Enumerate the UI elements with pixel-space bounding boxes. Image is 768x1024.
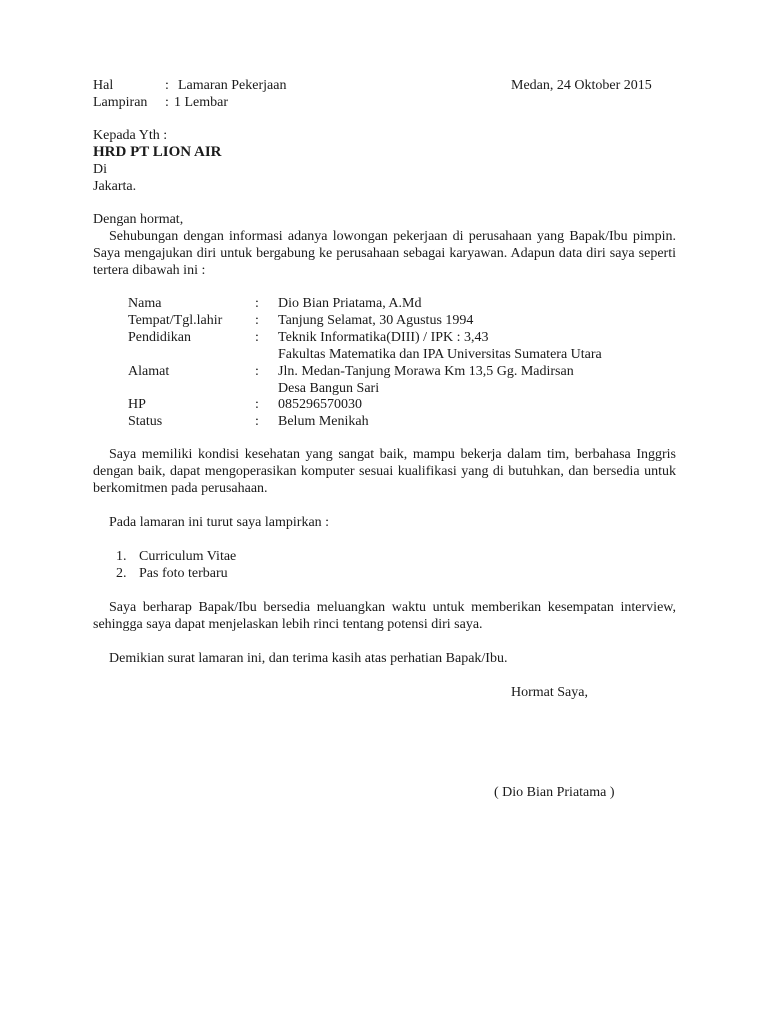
personal-data-value: Tanjung Selamat, 30 Agustus 1994 [278,313,474,328]
recipient-salutation: Kepada Yth : [93,128,168,143]
recipient-city: Jakarta. [93,179,137,194]
personal-data-value: Dio Bian Priatama, A.Md [278,296,422,311]
list-item-number: 2. [116,566,127,581]
personal-data-separator: : [255,414,259,429]
lampiran-label: Lampiran [93,95,148,110]
personal-data-value: Belum Menikah [278,414,369,429]
hal-label: Hal [93,78,114,93]
intro-paragraph: Sehubungan dengan informasi adanya lowongan pekerjaan di perusahaan yang Bapak/Ibu pimpin. Saya mengajukan diri untuk bergabung ke perusahaan sebagai karyawan. Adapun data diri saya seperti tertera dibawah ini : [93,229,676,278]
personal-data-value: Teknik Informatika(DIII) / IPK : 3,43 [278,330,489,345]
signature-closing: Hormat Saya, [511,685,588,700]
hope-paragraph: Saya berharap Bapak/Ibu bersedia meluangkan waktu untuk memberikan kesempatan interview, sehingga saya dapat menjelaskan lebih rinci tentang potensi diri saya. [93,600,676,632]
personal-data-label: Status [128,414,163,429]
personal-data-label: Pendidikan [128,330,191,345]
lampiran-value: 1 Lembar [174,95,229,110]
list-item: Pas foto terbaru [139,566,228,581]
personal-data-value: 085296570030 [278,397,362,412]
personal-data-separator: : [255,397,259,412]
list-item-number: 1. [116,549,127,564]
personal-data-label: Alamat [128,364,170,379]
recipient-company: HRD PT LION AIR [93,144,222,160]
personal-data-extra: Desa Bangun Sari [278,381,380,396]
personal-data-label: Tempat/Tgl.lahir [128,313,223,328]
attachments-intro: Pada lamaran ini turut saya lampirkan : [109,515,330,530]
personal-data-separator: : [255,364,259,379]
personal-data-separator: : [255,296,259,311]
signature-name: ( Dio Bian Priatama ) [494,785,615,800]
hal-separator: : [165,78,169,93]
personal-data-label: Nama [128,296,162,311]
closing-sentence: Demikian surat lamaran ini, dan terima kasih atas perhatian Bapak/Ibu. [109,651,508,666]
list-item: Curriculum Vitae [139,549,237,564]
personal-data-label: HP [128,397,146,412]
hal-value: Lamaran Pekerjaan [178,78,287,93]
personal-data-extra: Fakultas Matematika dan IPA Universitas Sumatera Utara [278,347,602,362]
personal-data-value: Jln. Medan-Tanjung Morawa Km 13,5 Gg. Madirsan [278,364,574,379]
greeting: Dengan hormat, [93,212,184,227]
personal-data-separator: : [255,330,259,345]
personal-data-separator: : [255,313,259,328]
recipient-di: Di [93,162,107,177]
skills-paragraph: Saya memiliki kondisi kesehatan yang sangat baik, mampu bekerja dalam tim, berbahasa Inggris dengan baik, dapat mengoperasikan komputer sesuai kualifikasi yang di butuhkan, dan bersedia untuk berkomitmen pada perusahaan. [93,447,676,496]
letter-date: Medan, 24 Oktober 2015 [511,78,652,93]
lampiran-separator: : [165,95,169,110]
